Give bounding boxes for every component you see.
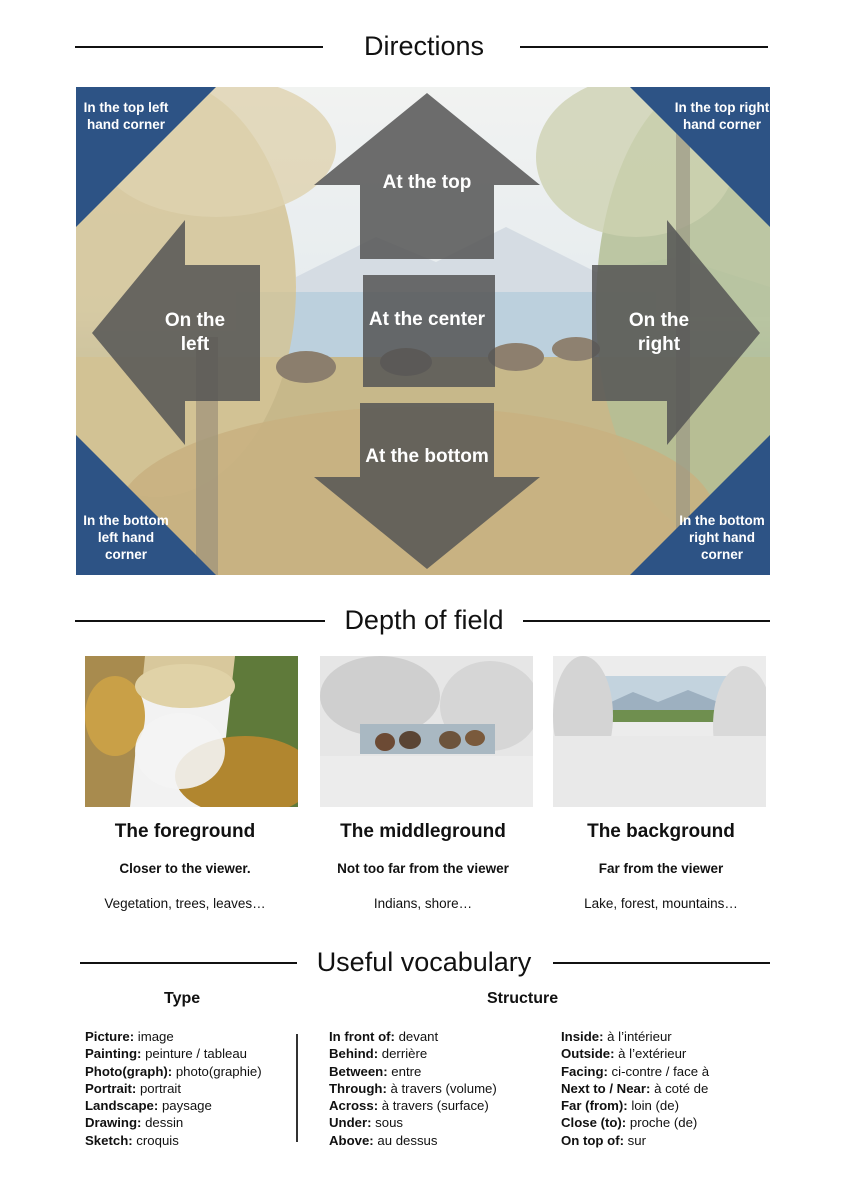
arrow-label-right: On the right — [628, 310, 690, 355]
middleground-description: Indians, shore… — [373, 896, 473, 911]
structure-list-right — [561, 1028, 709, 1149]
depth-header — [0, 600, 848, 640]
vocab-item: Painting: peinture / tableau — [85, 1046, 247, 1062]
header-rule-right — [520, 46, 768, 48]
directions-title: Directions — [363, 31, 485, 61]
vocab-item: Behind: derrière — [329, 1046, 428, 1062]
vocab-item: Far (from): loin (de) — [561, 1098, 679, 1114]
type-list — [85, 1028, 262, 1149]
arrow-label-left: On the left — [164, 310, 226, 355]
header-rule-right — [523, 620, 770, 622]
foreground-description: Vegetation, trees, leaves… — [104, 896, 266, 911]
vocab-item: Drawing: dessin — [85, 1115, 184, 1131]
directions-header — [0, 26, 848, 66]
vocab-item: Picture: image — [85, 1029, 174, 1044]
vocab-item: Sketch: croquis — [85, 1132, 179, 1148]
directions-painting — [76, 87, 770, 575]
vocab-item: Facing: ci-contre / face à — [561, 1063, 710, 1079]
vocab-header — [0, 942, 848, 982]
vocab-title: Useful vocabulary — [316, 947, 532, 977]
vocab-item: In front of: devant — [329, 1029, 439, 1044]
foreground-image — [85, 656, 298, 807]
vocab-item: Close (to): proche (de) — [561, 1115, 698, 1131]
background-description: Lake, forest, mountains… — [584, 896, 738, 911]
corner-label-top-left: In the top left hand corner — [83, 100, 169, 132]
vocab-item: Portrait: portrait — [85, 1080, 182, 1096]
vocab-item: Under: sous — [329, 1115, 404, 1131]
vocab-item: On top of: sur — [561, 1132, 646, 1148]
arrow-label-top: At the top — [382, 172, 472, 193]
depth-title: Depth of field — [344, 605, 504, 635]
middleground-heading: The middleground — [340, 821, 506, 842]
vocab-item: Photo(graph): photo(graphie) — [85, 1063, 262, 1079]
vocab-item: Outside: à l’extérieur — [561, 1046, 687, 1062]
background-heading: The background — [587, 821, 735, 842]
arrow-label-bottom: At the bottom — [365, 446, 489, 467]
corner-label-bottom-left: In the bottom left hand corner — [83, 513, 169, 562]
vocab-item: Inside: à l’intérieur — [561, 1029, 672, 1044]
background-image — [553, 656, 766, 807]
corner-label-top-right: In the top right hand corner — [674, 100, 770, 132]
structure-heading: Structure — [487, 990, 559, 1007]
background-subtitle: Far from the viewer — [598, 861, 724, 876]
middleground-subtitle: Not too far from the viewer — [337, 861, 509, 876]
vocab-item: Landscape: paysage — [85, 1098, 212, 1114]
arrow-label-center: At the center — [368, 309, 486, 330]
foreground-heading: The foreground — [114, 821, 256, 842]
corner-label-bottom-right: In the bottom right hand corner — [679, 513, 765, 562]
vocab-item: Between: entre — [329, 1063, 422, 1079]
type-heading: Type — [164, 990, 201, 1007]
foreground-caption — [50, 818, 320, 913]
vocab-divider — [296, 1034, 298, 1142]
vocab-item: Next to / Near: à coté de — [561, 1080, 709, 1096]
middleground-caption — [288, 818, 558, 913]
structure-list-left — [329, 1028, 497, 1149]
vocab-item: Across: à travers (surface) — [329, 1098, 489, 1114]
vocab-item: Above: au dessus — [329, 1132, 438, 1148]
middleground-image — [320, 656, 533, 807]
background-caption — [526, 818, 796, 913]
vocab-item: Through: à travers (volume) — [329, 1080, 497, 1096]
header-rule-right — [553, 962, 770, 964]
foreground-subtitle: Closer to the viewer. — [119, 861, 251, 876]
